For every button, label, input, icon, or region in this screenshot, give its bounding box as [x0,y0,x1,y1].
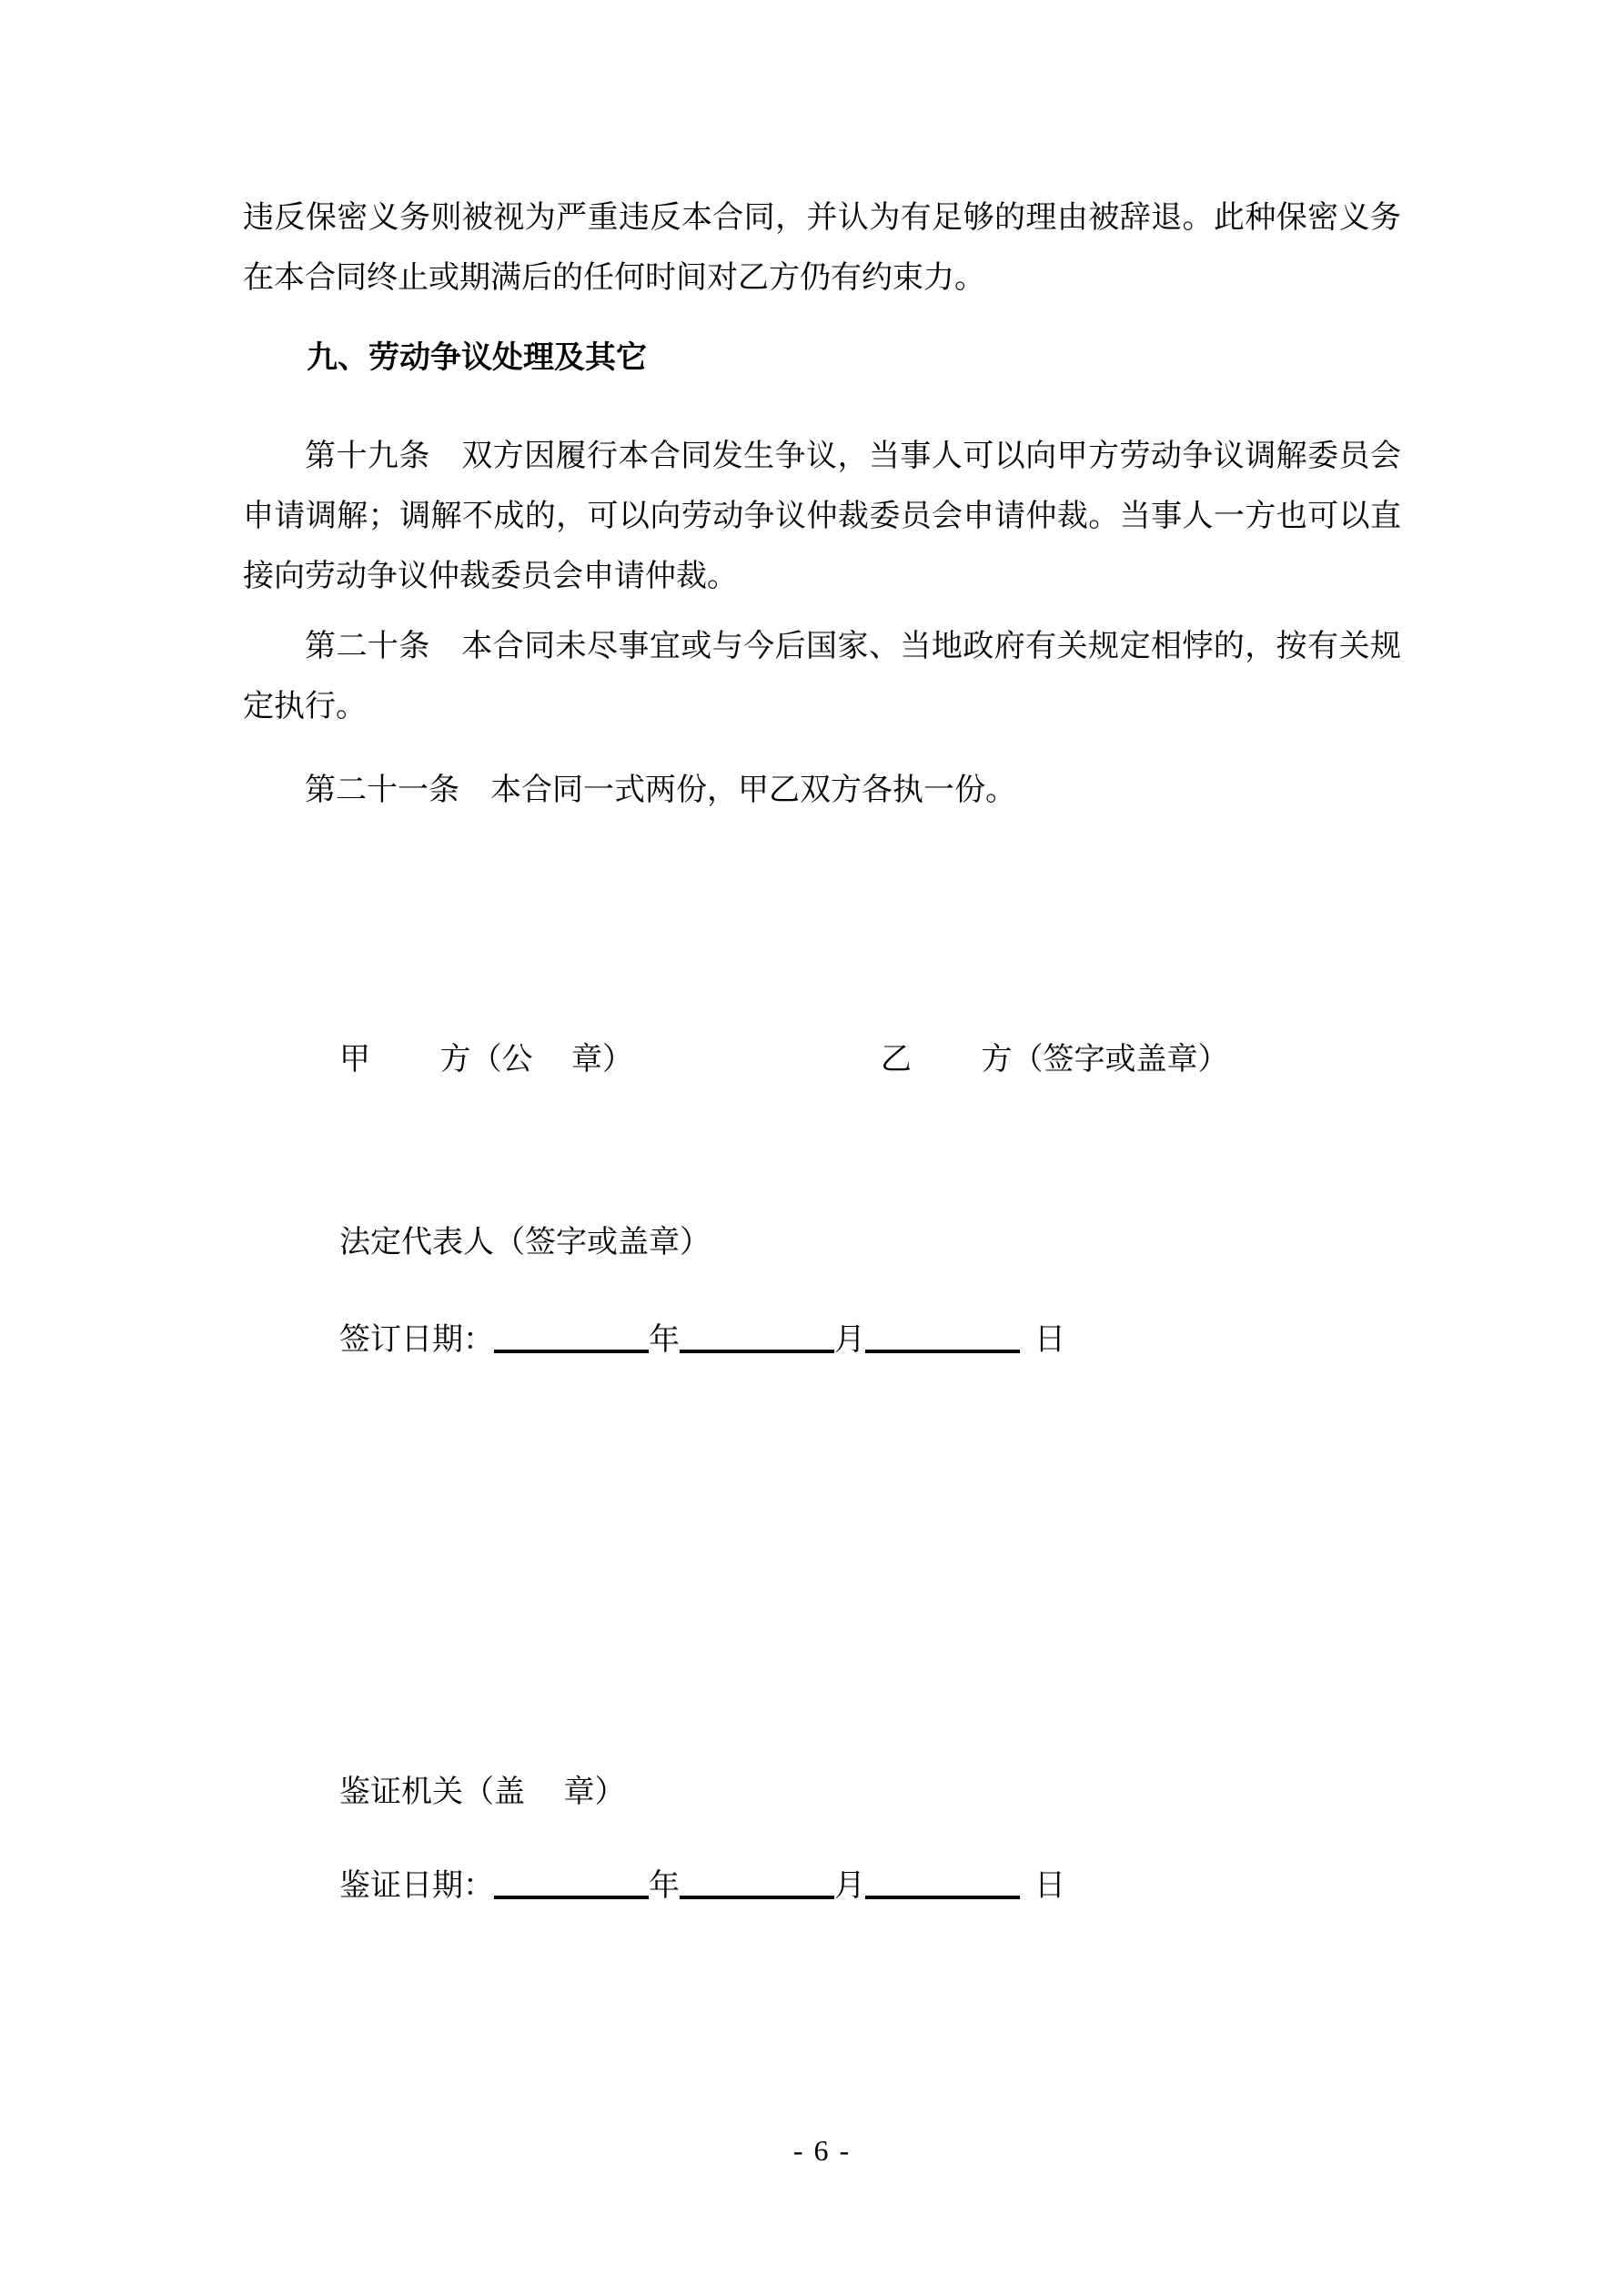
attest-date-month-blank [680,1896,834,1899]
sign-date-month-unit: 月 [834,1323,865,1357]
attestation-organ-label: 鉴证机关（盖 章） [339,1775,626,1809]
party-b-signature-label: 乙 方（签字或盖章） [881,1043,1229,1077]
attest-date-day-unit: 日 [1034,1869,1065,1903]
article-20-paragraph: 第二十条 本合同未尽事宜或与今后国家、当地政府有关规定相悖的，按有关规定执行。 [243,630,1401,723]
sign-date-day-unit: 日 [1034,1323,1065,1357]
attest-date-day-blank [865,1896,1020,1899]
legal-representative-label: 法定代表人（签字或盖章） [339,1226,711,1259]
attest-date-label: 鉴证日期： [339,1869,494,1903]
party-a-seal-label: 甲 方（公 章） [339,1043,633,1077]
continuation-paragraph: 违反保密义务则被视为严重违反本合同，并认为有足够的理由被辞退。此种保密义务在本合同终止或期满后的任何时间对乙方仍有约束力。 [243,201,1401,295]
sign-date-year-blank [494,1350,649,1353]
article-21-paragraph: 第二十一条 本合同一式两份，甲乙双方各执一份。 [305,774,1016,807]
attest-date-month-unit: 月 [834,1869,865,1903]
attest-date-line [339,1856,1401,1917]
sign-date-day-blank [865,1350,1020,1353]
attest-date-year-blank [494,1896,649,1899]
attest-date-year-unit: 年 [649,1869,680,1903]
article-19-paragraph: 第十九条 双方因履行本合同发生争议，当事人可以向甲方劳动争议调解委员会申请调解；调解不成的，可以向劳动争议仲裁委员会申请仲裁。当事人一方也可以直接向劳动争议仲裁委员会申请仲裁。 [243,440,1401,593]
page-number: - 6 - [792,2134,852,2167]
sign-date-line [339,1310,1401,1371]
section-heading: 九、劳动争议处理及其它 [307,341,647,375]
sign-date-month-blank [680,1350,834,1353]
sign-date-year-unit: 年 [649,1323,680,1357]
signature-row [339,1030,1401,1090]
sign-date-label: 签订日期： [339,1323,494,1357]
